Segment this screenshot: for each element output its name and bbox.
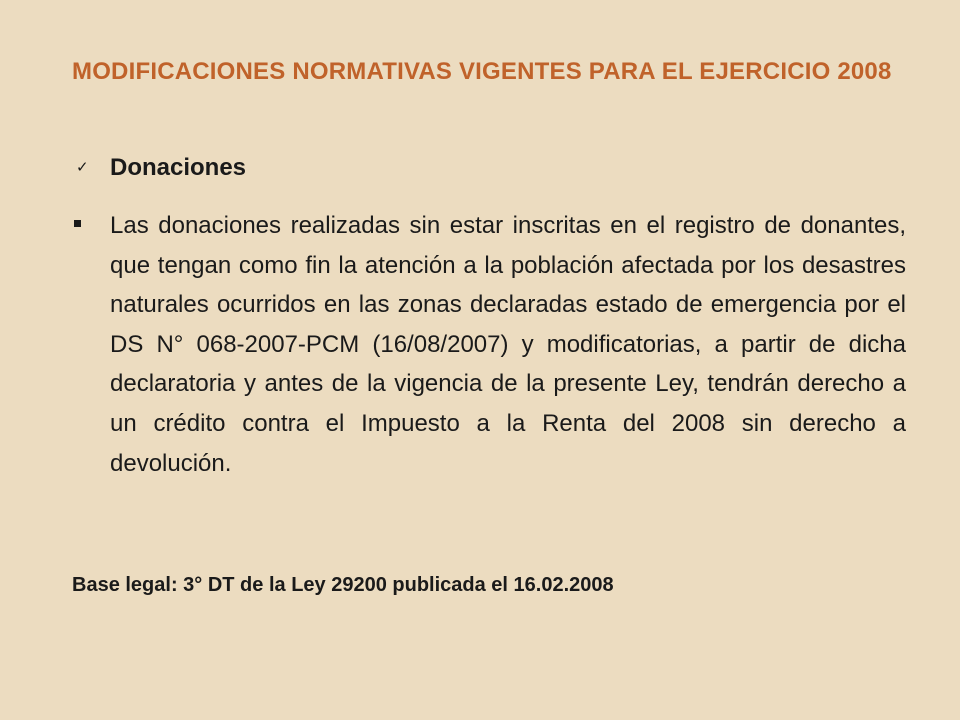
slide-title: MODIFICACIONES NORMATIVAS VIGENTES PARA EL EJERCICIO 2008 [72, 58, 892, 85]
base-legal-note: Base legal: 3° DT de la Ley 29200 publicada el 16.02.2008 [72, 574, 614, 596]
paragraph-row [72, 206, 906, 483]
slide-subtitle: Donaciones [110, 154, 247, 181]
subtitle-row [72, 150, 906, 186]
checkmark-icon: ✓ [76, 159, 89, 176]
square-bullet-icon [72, 206, 110, 227]
body-paragraph: Las donaciones realizadas sin estar inscritas en el registro de donantes, que tengan como fin la atención a la población afectada por los desastres naturales ocurridos en las zonas declaradas estado de emergencia por el DS N° 068-2007-PCM (16/08/2007) y modificatorias, a partir de dicha declaratoria y antes de la vigencia de la presente Ley, tendrán derecho a un crédito contra el Impuesto a la Renta del 2008 sin derecho a devolución. [110, 212, 906, 477]
